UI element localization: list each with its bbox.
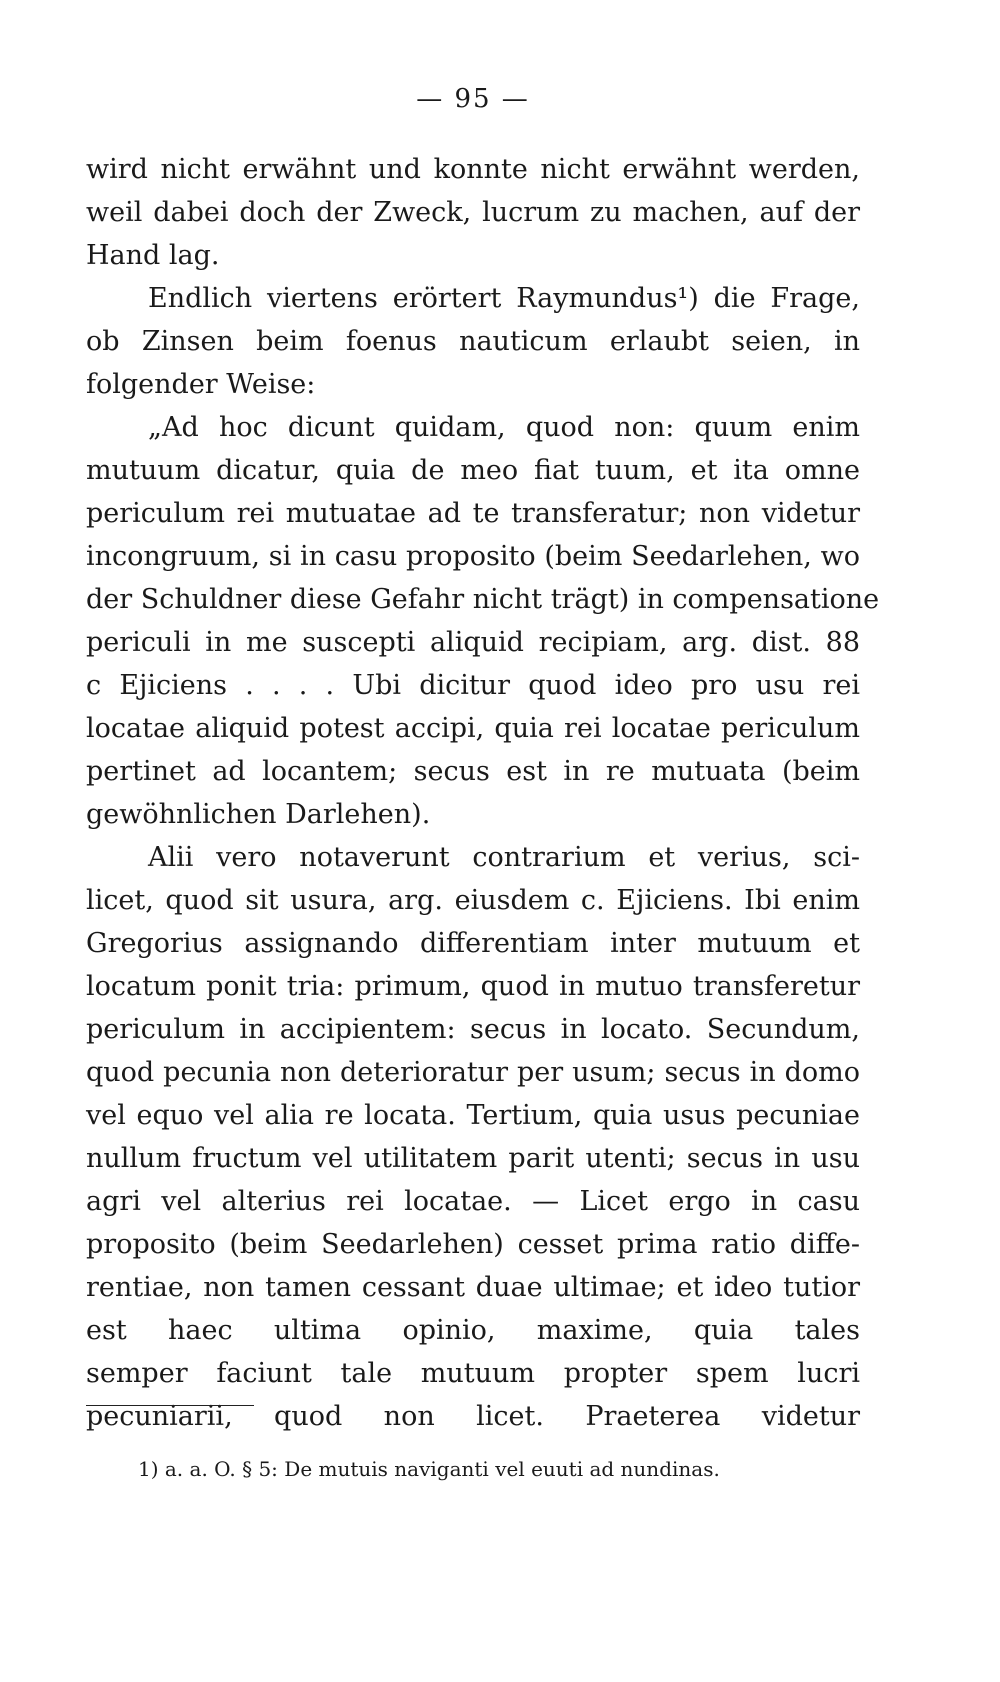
text-line: weil dabei doch der Zweck, lucrum zu machen, auf der	[86, 197, 860, 228]
text-line: est haec ultima opinio, maxime, quia tales	[86, 1315, 860, 1346]
text-line: folgender Weise:	[86, 369, 316, 400]
text-line: pertinet ad locantem; secus est in re mutuata (beim	[86, 756, 860, 787]
text-line: der Schuldner diese Gefahr nicht trägt) in compensatione	[86, 584, 880, 615]
text-line: licet, quod sit usura, arg. eiusdem c. Ejiciens. Ibi enim	[86, 885, 860, 916]
text-line: quod pecunia non deterioratur per usum; secus in domo	[86, 1057, 860, 1088]
footnote-divider	[86, 1405, 254, 1406]
text-line: proposito (beim Seedarlehen) cesset prima ratio diffe-	[86, 1229, 860, 1260]
text-line: nullum fructum vel utilitatem parit utenti; secus in usu	[86, 1143, 860, 1174]
text-line: gewöhnlichen Darlehen).	[86, 799, 431, 830]
text-line: locatae aliquid potest accipi, quia rei locatae periculum	[86, 713, 860, 744]
text-line: Endlich viertens erörtert Raymundus¹) die Frage,	[148, 283, 860, 314]
text-line: periculum in accipientem: secus in locato. Secundum,	[86, 1014, 860, 1045]
body-text	[86, 148, 880, 1438]
text-line: Hand lag.	[86, 240, 220, 271]
text-line: periculum rei mutuatae ad te transferatur; non videtur	[86, 498, 860, 529]
text-line: incongruum, si in casu proposito (beim Seedarlehen, wo	[86, 541, 860, 572]
book-page	[86, 0, 880, 1682]
text-line: c Ejiciens . . . . Ubi dicitur quod ideo pro usu rei	[86, 670, 860, 701]
text-line: mutuum dicatur, quia de meo fiat tuum, et ita omne	[86, 455, 860, 486]
text-line: periculi in me suscepti aliquid recipiam, arg. dist. 88	[86, 627, 860, 658]
text-line: locatum ponit tria: primum, quod in mutuo transferetur	[86, 971, 860, 1002]
text-line: pecuniarii, quod non licet. Praeterea videtur	[86, 1401, 860, 1432]
text-line: wird nicht erwähnt und konnte nicht erwähnt werden,	[86, 154, 860, 185]
text-line: vel equo vel alia re locata. Tertium, quia usus pecuniae	[86, 1100, 860, 1131]
text-line: agri vel alterius rei locatae. — Licet ergo in casu	[86, 1186, 860, 1217]
text-line: rentiae, non tamen cessant duae ultimae; et ideo tutior	[86, 1272, 860, 1303]
text-line: semper faciunt tale mutuum propter spem lucri	[86, 1358, 860, 1389]
text-line: Alii vero notaverunt contrarium et verius, sci-	[148, 842, 860, 873]
footnote: 1) a. a. O. § 5: De mutuis naviganti vel euuti ad nundinas.	[138, 1457, 720, 1481]
text-line: ob Zinsen beim foenus nauticum erlaubt seien, in	[86, 326, 860, 357]
text-line: „Ad hoc dicunt quidam, quod non: quum enim	[148, 412, 860, 443]
text-line: Gregorius assignando differentiam inter mutuum et	[86, 928, 860, 959]
page-number: — 95 —	[416, 84, 530, 114]
